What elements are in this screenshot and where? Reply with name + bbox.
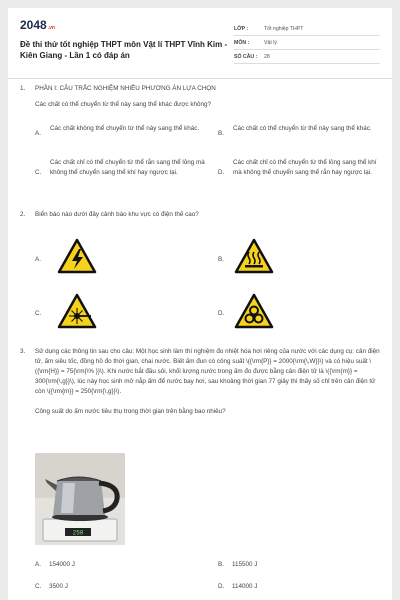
site-logo[interactable]: 2048.vn [20,18,55,32]
question-prompt: Công suất do ấm nước tiêu thụ trong thời gian trên bằng bao nhiêu? [35,408,226,415]
option-a[interactable]: A. 154000 J [35,561,75,568]
option-b[interactable]: B. [218,256,224,263]
option-c[interactable]: C. Các chất chỉ có thể chuyển từ thể rắn sang thể lỏng mà không thể chuyển sang thể khí hay ngược lại. [35,159,205,176]
exam-meta-table [234,22,380,64]
document-page [8,8,392,600]
option-a[interactable]: A. [35,256,41,263]
page-title: Đề thi thử tốt nghiệp THPT môn Vật lí THPT Vĩnh Kim - Kiên Giang - Lần 1 có đáp án [20,40,228,60]
meta-row-question-count: SỐ CÂU : 28 [234,50,380,64]
svg-text:250: 250 [72,529,84,537]
electric-kettle-on-scale-icon [35,453,125,545]
hot-surface-warning-icon[interactable] [234,238,274,274]
option-a[interactable]: A. Các chất không thể chuyển từ thể này sang thể khác. [35,125,200,137]
document-header [20,18,380,74]
option-d[interactable]: D. [218,310,225,317]
question-text: Biển báo nào dưới đây cảnh báo khu vực có điện thế cao? [35,211,199,218]
question-3: 3. Sử dụng các thông tin sau cho câu: Một học sinh làm thí nghiệm đo nhiệt hóa hơi riêng của nước với các dụng cụ: cân điện tử, ấm siêu tốc, đồng hồ đo thời gian, chai nước. Biết ấm đun có công suất \({\rm{P}} = 2000{\rm{\,W}}\) và có hiệu suất \({\rm{H}} = 75{\rm{\% }}\). Khi nước bắt đầu sôi, khối lượng nước trong ấm đo được bằng cân điện tử là \({\rm{m}} = 300{\rm{\,g}}\), lúc này học sinh mở nắp ấm để nước bay hơi, sau khoảng thời gian 77 giây thì thấy số chỉ trên cân điện tử còn \({\rm{m}} = 250{\rm{\,g}}\). Công suất do ấm nước tiêu thụ trong thời gian trên bằng bao nhiêu? [20,348,380,415]
laser-warning-icon[interactable] [57,293,97,329]
option-c[interactable]: C. [35,310,42,317]
meta-row-class: LỚP : Tốt nghiệp THPT [234,22,380,36]
option-b[interactable]: B. 115500 J [218,561,258,568]
biohazard-warning-icon[interactable] [234,293,274,329]
question-2: 2. Biển báo nào dưới đây cảnh báo khu vực có điện thế cao? [20,210,380,220]
question-text: Các chất có thể chuyển từ thể này sang thể khác được không? [35,101,212,108]
question-text: Sử dụng các thông tin sau cho câu: Một học sinh làm thí nghiệm đo nhiệt hóa hơi riêng của nước với các dụng cụ: cân điện tử, ấm siêu tốc, đồng hồ đo thời gian, chai nước. Biết ấm đun có công suất \({\rm{P}} = 2000{\rm{\,W}}\) và có hiệu suất \({\rm{H}} = 75{\rm{\% }}\). Khi nước bắt đầu sôi, khối lượng nước trong ấm đo được bằng cân điện tử là \({\rm{m}} = 300{\rm{\,g}}\), lúc này học sinh mở nắp ấm để nước bay hơi, sau khoảng thời gian 77 giây thì thấy số chỉ trên cân điện tử còn \({\rm{m}} = 250{\rm{\,g}}\). [35,348,380,395]
option-c[interactable]: C. 3500 J [35,583,68,590]
option-b[interactable]: B. Các chất có thể chuyển từ thể này sang thể khác. [218,125,372,137]
option-d[interactable]: D. Các chất chỉ có thể chuyển từ thể lỏng sang thể khí mà không thể chuyển sang thể rắn hay ngược lại. [218,159,377,176]
meta-row-subject: MÔN : Vật lý [234,36,380,50]
option-d[interactable]: D. 114000 J [218,583,258,590]
question-1: 1. PHẦN I: CÂU TRẮC NGHIỆM NHIỀU PHƯƠNG ÁN LỰA CHỌN Các chất có thể chuyển từ thể này sang thể khác được không? [20,84,380,110]
section-heading: PHẦN I: CÂU TRẮC NGHIỆM NHIỀU PHƯƠNG ÁN LỰA CHỌN [35,85,216,92]
high-voltage-warning-icon[interactable] [57,238,97,274]
header-divider [8,78,392,79]
